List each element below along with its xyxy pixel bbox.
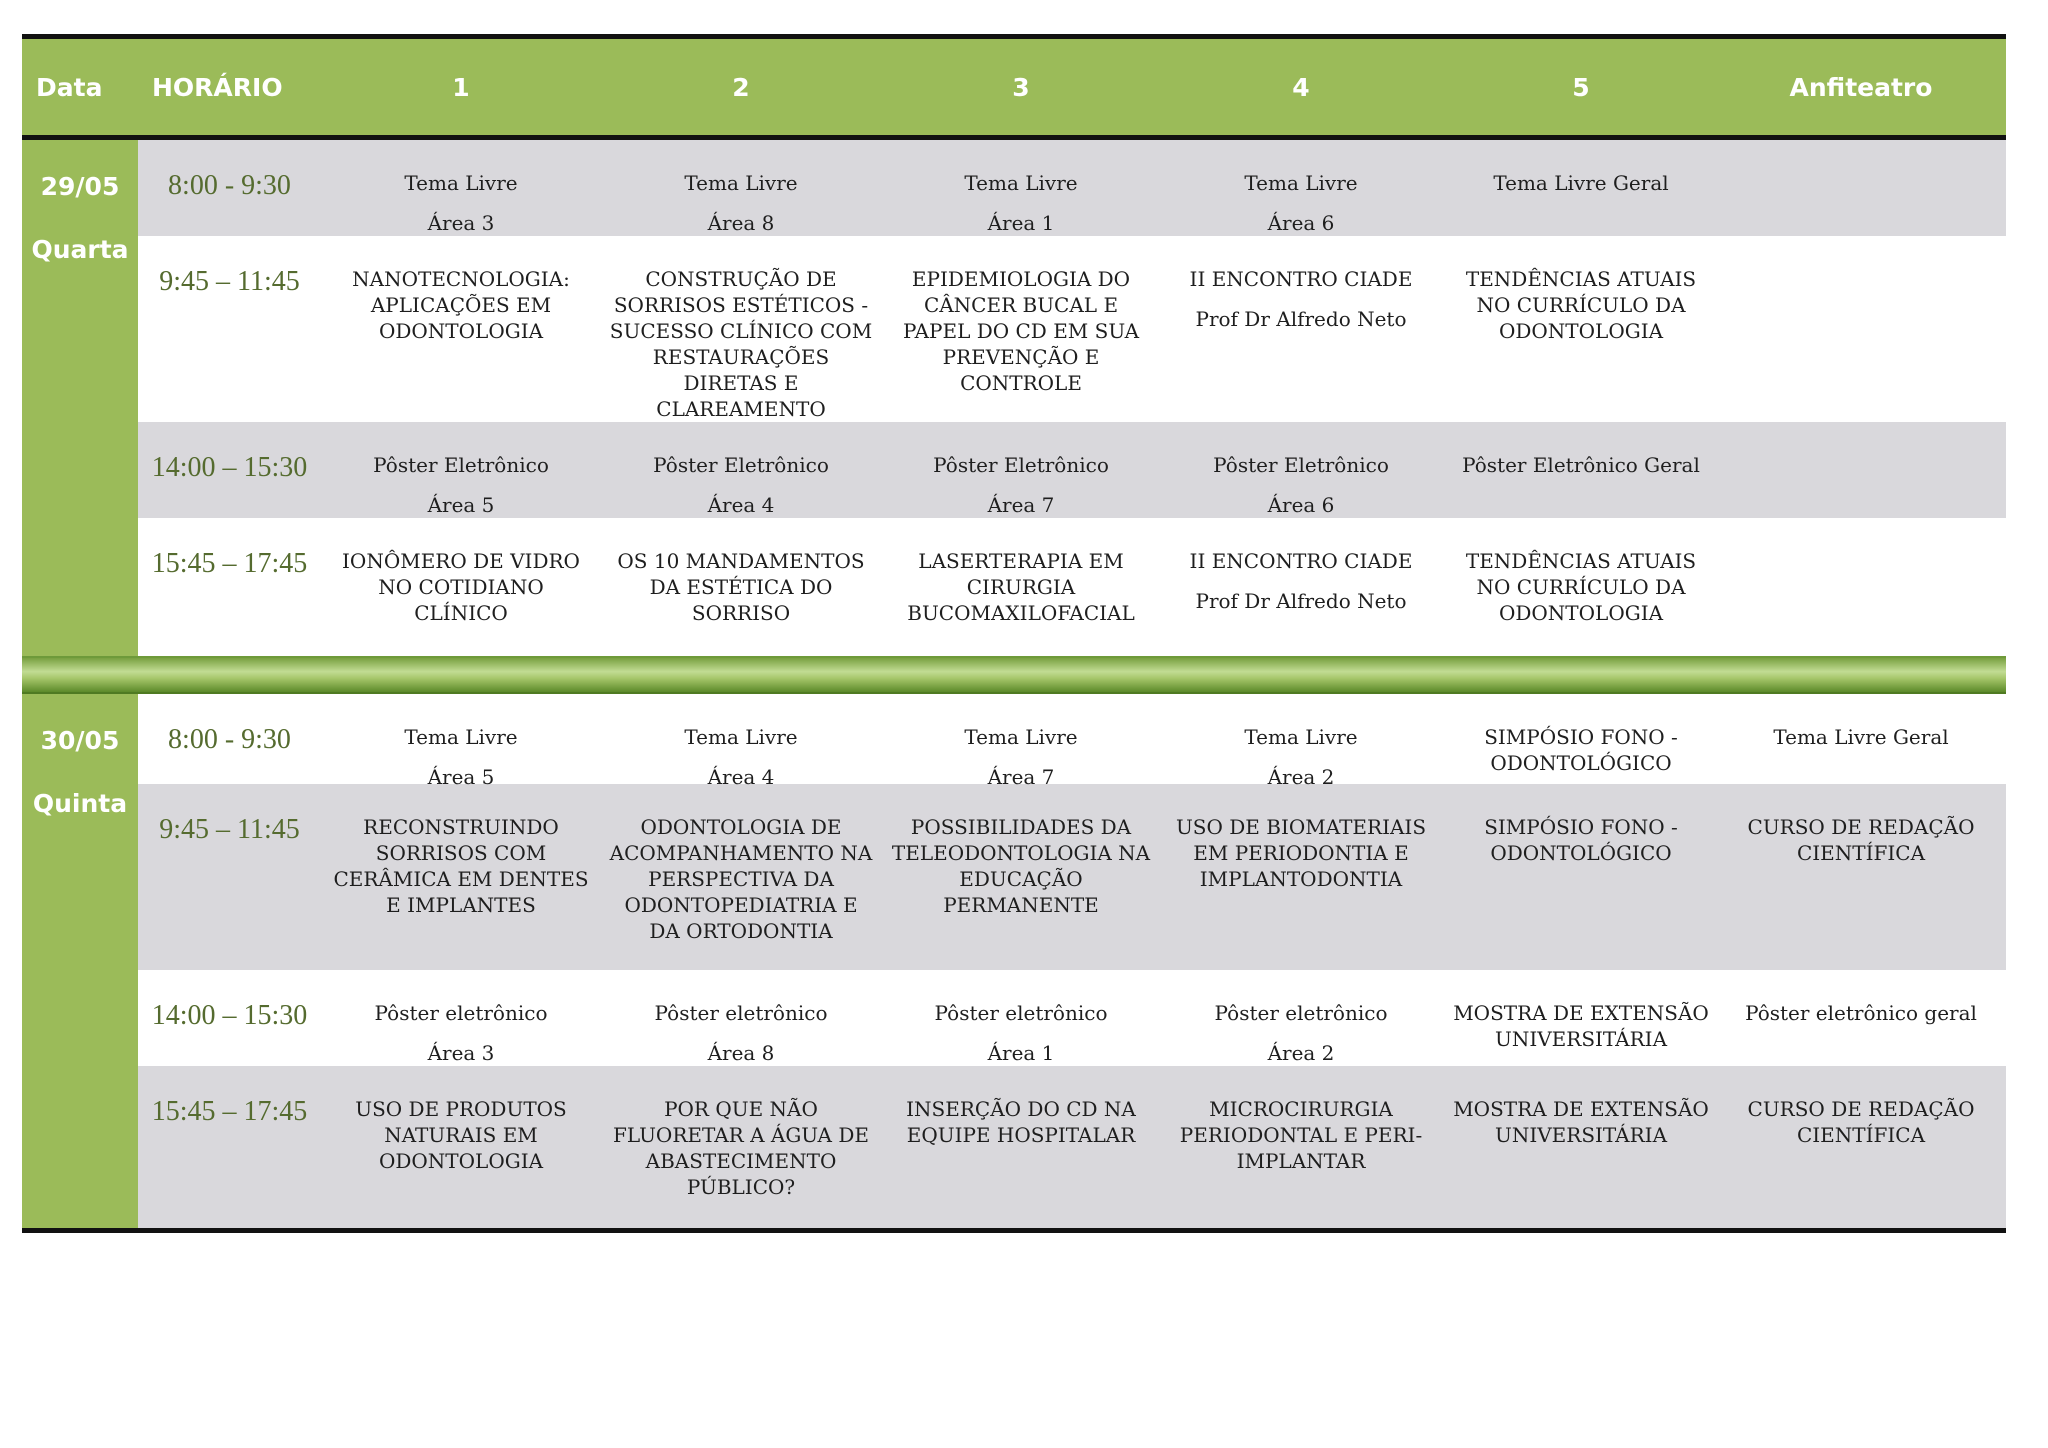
session-title: Tema Livre (964, 171, 1078, 195)
day-label-column (22, 694, 138, 1228)
time-slot: 9:45 – 11:45 (159, 266, 300, 297)
session-subtitle: Área 2 (1267, 1041, 1335, 1065)
session-title: Tema Livre (964, 725, 1078, 749)
session-cell (1721, 422, 2001, 518)
session-subtitle: Área 1 (987, 211, 1055, 235)
session-title: TENDÊNCIAS ATUAIS NO CURRÍCULO DA ODONTOLOGIA (1465, 549, 1697, 625)
header-room-1: 1 (452, 72, 470, 102)
session-title: EPIDEMIOLOGIA DO CÂNCER BUCAL E PAPEL DO CD EM SUA PREVENÇÃO E CONTROLE (902, 267, 1140, 395)
day-date: 29/05 (40, 172, 120, 201)
session-cell (601, 518, 881, 656)
session-title: MOSTRA DE EXTENSÃO UNIVERSITÁRIA (1453, 1001, 1709, 1051)
session-subtitle: Área 2 (1267, 765, 1335, 789)
session-title: Pôster eletrônico (654, 1001, 828, 1025)
session-subtitle: Área 3 (427, 211, 495, 235)
header-data: Data (36, 72, 103, 102)
session-cell (1441, 970, 1721, 1066)
day-block (22, 694, 2006, 1228)
session-title: Tema Livre (1244, 171, 1358, 195)
session-cell (1161, 236, 1441, 422)
schedule-table (22, 34, 2006, 1233)
schedule-row (138, 518, 2006, 656)
session-cell (881, 784, 1161, 970)
session-title: OS 10 MANDAMENTOS DA ESTÉTICA DO SORRISO (617, 549, 865, 625)
time-slot: 14:00 – 15:30 (151, 452, 308, 483)
session-title: Pôster eletrônico (1214, 1001, 1388, 1025)
session-cell (321, 970, 601, 1066)
session-title: NANOTECNOLOGIA: APLICAÇÕES EM ODONTOLOGIA (352, 267, 570, 343)
session-title: SIMPÓSIO FONO - ODONTOLÓGICO (1484, 725, 1678, 775)
session-cell (1441, 236, 1721, 422)
days-container (22, 140, 2006, 1228)
day-block (22, 140, 2006, 656)
session-title: Pôster Eletrônico Geral (1462, 453, 1700, 477)
session-cell (601, 970, 881, 1066)
session-cell (1441, 1066, 1721, 1228)
session-subtitle: Área 7 (987, 493, 1055, 517)
session-title: MICROCIRURGIA PERIODONTAL E PERI-IMPLANTAR (1179, 1097, 1423, 1173)
session-cell (1161, 518, 1441, 656)
session-cell (1441, 422, 1721, 518)
schedule-row (138, 422, 2006, 518)
session-cell (1441, 694, 1721, 790)
session-title: Pôster eletrônico geral (1745, 1001, 1977, 1025)
schedule-row (138, 970, 2006, 1066)
session-cell (1441, 518, 1721, 656)
schedule-row (138, 1066, 2006, 1228)
time-slot: 8:00 - 9:30 (168, 724, 291, 755)
session-title: Pôster Eletrônico (373, 453, 549, 477)
session-cell (1161, 784, 1441, 970)
session-cell (321, 518, 601, 656)
session-title: ODONTOLOGIA DE ACOMPANHAMENTO NA PERSPECTIVA DA ODONTOPEDIATRIA E DA ORTODONTIA (609, 815, 873, 943)
session-title: Pôster eletrônico (374, 1001, 548, 1025)
session-cell (321, 422, 601, 518)
session-subtitle: Área 8 (707, 211, 775, 235)
time-slot: 9:45 – 11:45 (159, 814, 300, 845)
session-title: Tema Livre (1244, 725, 1358, 749)
session-cell (1161, 694, 1441, 790)
session-cell (601, 1066, 881, 1228)
session-cell (881, 970, 1161, 1066)
session-subtitle: Prof Dr Alfredo Neto (1195, 589, 1407, 613)
session-title: POR QUE NÃO FLUORETAR A ÁGUA DE ABASTECIMENTO PÚBLICO? (613, 1097, 869, 1199)
session-cell (1161, 140, 1441, 236)
day-label-column (22, 140, 138, 656)
session-cell (601, 784, 881, 970)
session-cell (1721, 236, 2001, 422)
session-title: Pôster Eletrônico (653, 453, 829, 477)
header-room-anfiteatro: Anfiteatro (1789, 72, 1933, 102)
session-cell (1721, 518, 2001, 656)
time-slot: 15:45 – 17:45 (151, 548, 308, 579)
session-cell (1161, 970, 1441, 1066)
header-horario: HORÁRIO (152, 72, 283, 102)
session-cell (881, 694, 1161, 790)
session-cell (1441, 140, 1721, 236)
session-cell (881, 1066, 1161, 1228)
session-title: Tema Livre Geral (1773, 725, 1949, 749)
session-cell (1161, 422, 1441, 518)
session-cell (1721, 970, 2001, 1066)
session-title: Tema Livre (404, 171, 518, 195)
day-divider (22, 656, 2006, 694)
session-cell (321, 140, 601, 236)
session-subtitle: Área 4 (707, 765, 775, 789)
session-cell (881, 518, 1161, 656)
session-subtitle: Área 7 (987, 765, 1055, 789)
session-cell (601, 140, 881, 236)
session-cell (881, 422, 1161, 518)
session-title: SIMPÓSIO FONO - ODONTOLÓGICO (1484, 815, 1678, 865)
session-title: Tema Livre (404, 725, 518, 749)
session-title: Pôster Eletrônico (933, 453, 1109, 477)
session-subtitle: Área 5 (427, 765, 495, 789)
session-cell (1721, 784, 2001, 970)
session-subtitle: Área 3 (427, 1041, 495, 1065)
session-title: CURSO DE REDAÇÃO CIENTÍFICA (1747, 815, 1975, 865)
session-title: TENDÊNCIAS ATUAIS NO CURRÍCULO DA ODONTOLOGIA (1465, 267, 1697, 343)
day-rows (138, 140, 2006, 656)
schedule-row (138, 140, 2006, 236)
session-cell (881, 140, 1161, 236)
session-cell (601, 422, 881, 518)
session-cell (1721, 1066, 2001, 1228)
day-rows (138, 694, 2006, 1228)
session-title: Tema Livre (684, 171, 798, 195)
session-cell (601, 236, 881, 422)
session-cell (1161, 1066, 1441, 1228)
header-room-2: 2 (732, 72, 750, 102)
session-subtitle: Área 8 (707, 1041, 775, 1065)
header-room-4: 4 (1292, 72, 1310, 102)
session-title: CONSTRUÇÃO DE SORRISOS ESTÉTICOS - SUCESSO CLÍNICO COM RESTAURAÇÕES DIRETAS E CLAREAMENTO (609, 267, 873, 421)
session-title: USO DE BIOMATERIAIS EM PERIODONTIA E IMPLANTODONTIA (1175, 815, 1427, 891)
session-title: LASERTERAPIA EM CIRURGIA BUCOMAXILOFACIAL (907, 549, 1135, 625)
session-subtitle: Área 5 (427, 493, 495, 517)
table-header (22, 39, 2006, 135)
session-cell (1441, 784, 1721, 970)
session-cell (321, 784, 601, 970)
session-subtitle: Área 1 (987, 1041, 1055, 1065)
session-subtitle: Área 6 (1267, 493, 1335, 517)
session-subtitle: Área 4 (707, 493, 775, 517)
session-cell (1721, 694, 2001, 790)
session-title: IONÔMERO DE VIDRO NO COTIDIANO CLÍNICO (342, 549, 580, 625)
session-title: Tema Livre (684, 725, 798, 749)
day-weekday: Quinta (32, 789, 128, 818)
time-slot: 8:00 - 9:30 (168, 170, 291, 201)
session-title: CURSO DE REDAÇÃO CIENTÍFICA (1747, 1097, 1975, 1147)
session-cell (321, 236, 601, 422)
header-room-3: 3 (1012, 72, 1030, 102)
schedule-row (138, 784, 2006, 970)
session-cell (1721, 140, 2001, 236)
session-cell (601, 694, 881, 790)
session-title: MOSTRA DE EXTENSÃO UNIVERSITÁRIA (1453, 1097, 1709, 1147)
session-cell (881, 236, 1161, 422)
session-cell (321, 694, 601, 790)
session-cell (321, 1066, 601, 1228)
header-room-5: 5 (1572, 72, 1590, 102)
bottom-border (22, 1228, 2006, 1233)
session-title: Pôster eletrônico (934, 1001, 1108, 1025)
session-subtitle: Área 6 (1267, 211, 1335, 235)
session-title: POSSIBILIDADES DA TELEODONTOLOGIA NA EDUCAÇÃO PERMANENTE (891, 815, 1151, 917)
schedule-row (138, 694, 2006, 789)
session-title: Pôster Eletrônico (1213, 453, 1389, 477)
session-title: RECONSTRUINDO SORRISOS COM CERÂMICA EM DENTES E IMPLANTES (333, 815, 589, 917)
session-title: USO DE PRODUTOS NATURAIS EM ODONTOLOGIA (355, 1097, 567, 1173)
session-title: II ENCONTRO CIADE (1189, 267, 1413, 291)
session-title: II ENCONTRO CIADE (1189, 549, 1413, 573)
time-slot: 15:45 – 17:45 (151, 1096, 308, 1127)
session-title: Tema Livre Geral (1493, 171, 1669, 195)
session-title: INSERÇÃO DO CD NA EQUIPE HOSPITALAR (906, 1097, 1136, 1147)
day-date: 30/05 (40, 726, 120, 755)
schedule-row (138, 236, 2006, 422)
session-subtitle: Prof Dr Alfredo Neto (1195, 307, 1407, 331)
time-slot: 14:00 – 15:30 (151, 1000, 308, 1031)
day-weekday: Quarta (31, 235, 129, 264)
